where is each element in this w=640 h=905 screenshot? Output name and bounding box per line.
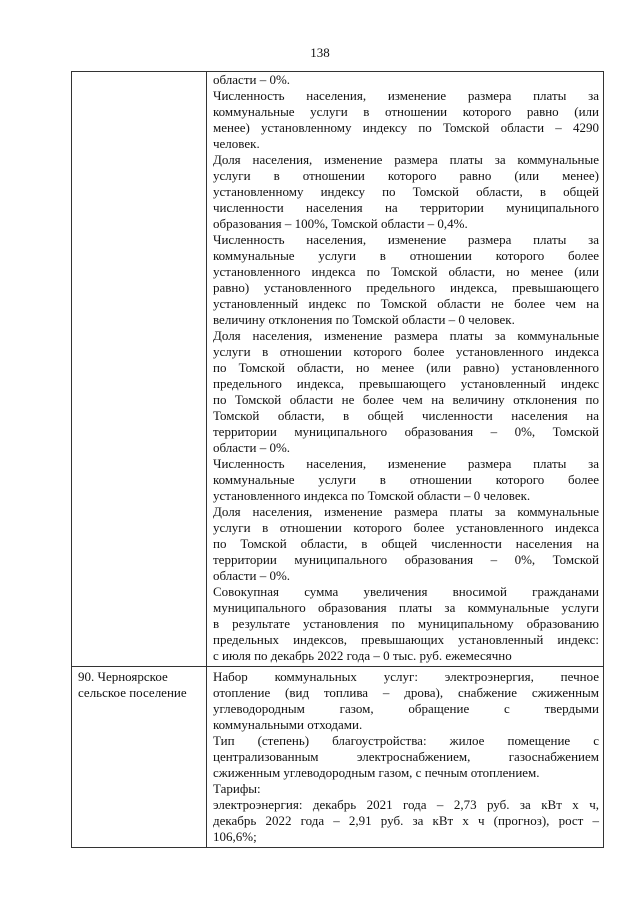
text-line: установленного индекса по Томской области, но менее (или — [213, 264, 599, 279]
text-line: установленному индексу по Томской области, в общей — [213, 184, 599, 199]
text-line: коммунальные услуги в отношении которого более — [213, 472, 599, 487]
text-line: услуги в отношении которого более установленного индекса — [213, 520, 599, 535]
text-line: области – 0%. — [213, 568, 291, 583]
text-line: коммунальными отходами. — [213, 717, 363, 732]
text-line: Тип (степень) благоустройства: жилое помещение с — [213, 733, 599, 748]
text-line: образования – 100%, Томской области – 0,4%. — [213, 216, 468, 231]
text-line: человек. — [213, 136, 260, 151]
text-line: величину отклонения по Томской области – 0 человек. — [213, 312, 515, 327]
text-line: Численность населения, изменение размера платы за — [213, 88, 599, 103]
text-line: услуги в отношении которого более установленного индекса — [213, 344, 599, 359]
municipality-cell — [72, 667, 207, 848]
text-line: области – 0%. — [213, 72, 291, 87]
table-row — [72, 72, 604, 667]
text-line: Набор коммунальных услуг: электроэнергия, печное — [213, 669, 599, 684]
text-line: с июля по декабрь 2022 года – 0 тыс. руб. ежемесячно — [213, 648, 512, 663]
table-row — [72, 667, 604, 848]
text-line: Доля населения, изменение размера платы за коммунальные — [213, 152, 599, 167]
text-line: коммунальные услуги в отношении которого более — [213, 248, 599, 263]
text-line: 106,6%; — [213, 829, 257, 844]
text-line: равно) установленного предельного индекса, превышающего — [213, 280, 599, 295]
text-line: коммунальные услуги в отношении которого равно (или — [213, 104, 599, 119]
text-line: территории муниципального образования – 0%, Томской — [213, 424, 599, 439]
text-line: установленного индекса по Томской области – 0 человек. — [213, 488, 531, 503]
tariff-table — [71, 71, 604, 848]
page-number: 138 — [310, 45, 330, 60]
text-line: централизованным электроснабжением, газоснабжением — [213, 749, 599, 764]
text-line: Доля населения, изменение размера платы за коммунальные — [213, 328, 599, 343]
text-line: области – 0%. — [213, 440, 291, 455]
text-line: Тарифы: — [213, 781, 261, 796]
description-cell — [207, 667, 604, 848]
text-line: установленный индекс по Томской области не более чем на — [213, 296, 599, 311]
municipality-line: сельское поселение — [78, 685, 187, 700]
text-line: в результате установления по муниципальному образованию — [213, 616, 599, 631]
text-line: Доля населения, изменение размера платы за коммунальные — [213, 504, 599, 519]
text-line: по Томской области, но менее (или равно) установленного — [213, 360, 599, 375]
municipality-line: 90. Черноярское — [78, 669, 168, 684]
municipality-name — [72, 72, 206, 74]
text-line: численности населения на территории муниципального — [213, 200, 599, 215]
text-line: электроэнергия: декабрь 2021 года – 2,73 руб. за кВт х ч, — [213, 797, 599, 812]
text-line: сжиженным углеводородным газом, с печным отоплением. — [213, 765, 540, 780]
text-line: менее) установленному индексу по Томской области – 4290 — [213, 120, 599, 135]
text-line: предельного индекса, превышающего установленный индекс — [213, 376, 599, 391]
text-line: декабрь 2022 года – 2,91 руб. за кВт х ч (прогноз), рост – — [213, 813, 599, 828]
text-line: Томской области, в общей численности населения на — [213, 408, 599, 423]
text-line: Совокупная сумма увеличения вносимой гражданами — [213, 584, 599, 599]
text-line: территории муниципального образования – 0%, Томской — [213, 552, 599, 567]
text-line: отопление (вид топлива – дрова), снабжение сжиженным — [213, 685, 599, 700]
description-cell — [207, 72, 604, 667]
description-text — [207, 72, 603, 666]
text-line: по Томской области не более чем на величину отклонения по — [213, 392, 599, 407]
text-line: Численность населения, изменение размера платы за — [213, 232, 599, 247]
municipality-name — [72, 667, 206, 701]
text-line: услуги в отношении которого равно (или менее) — [213, 168, 599, 183]
text-line: по Томской области, в общей численности населения на — [213, 536, 599, 551]
text-line: Численность населения, изменение размера платы за — [213, 456, 599, 471]
text-line: муниципального образования платы за коммунальные услуги — [213, 600, 599, 615]
description-text — [207, 667, 603, 847]
text-line: углеводородным газом, обращение с твердыми — [213, 701, 599, 716]
municipality-cell — [72, 72, 207, 667]
text-line: предельных индексов, превышающих установленный индекс: — [213, 632, 599, 647]
